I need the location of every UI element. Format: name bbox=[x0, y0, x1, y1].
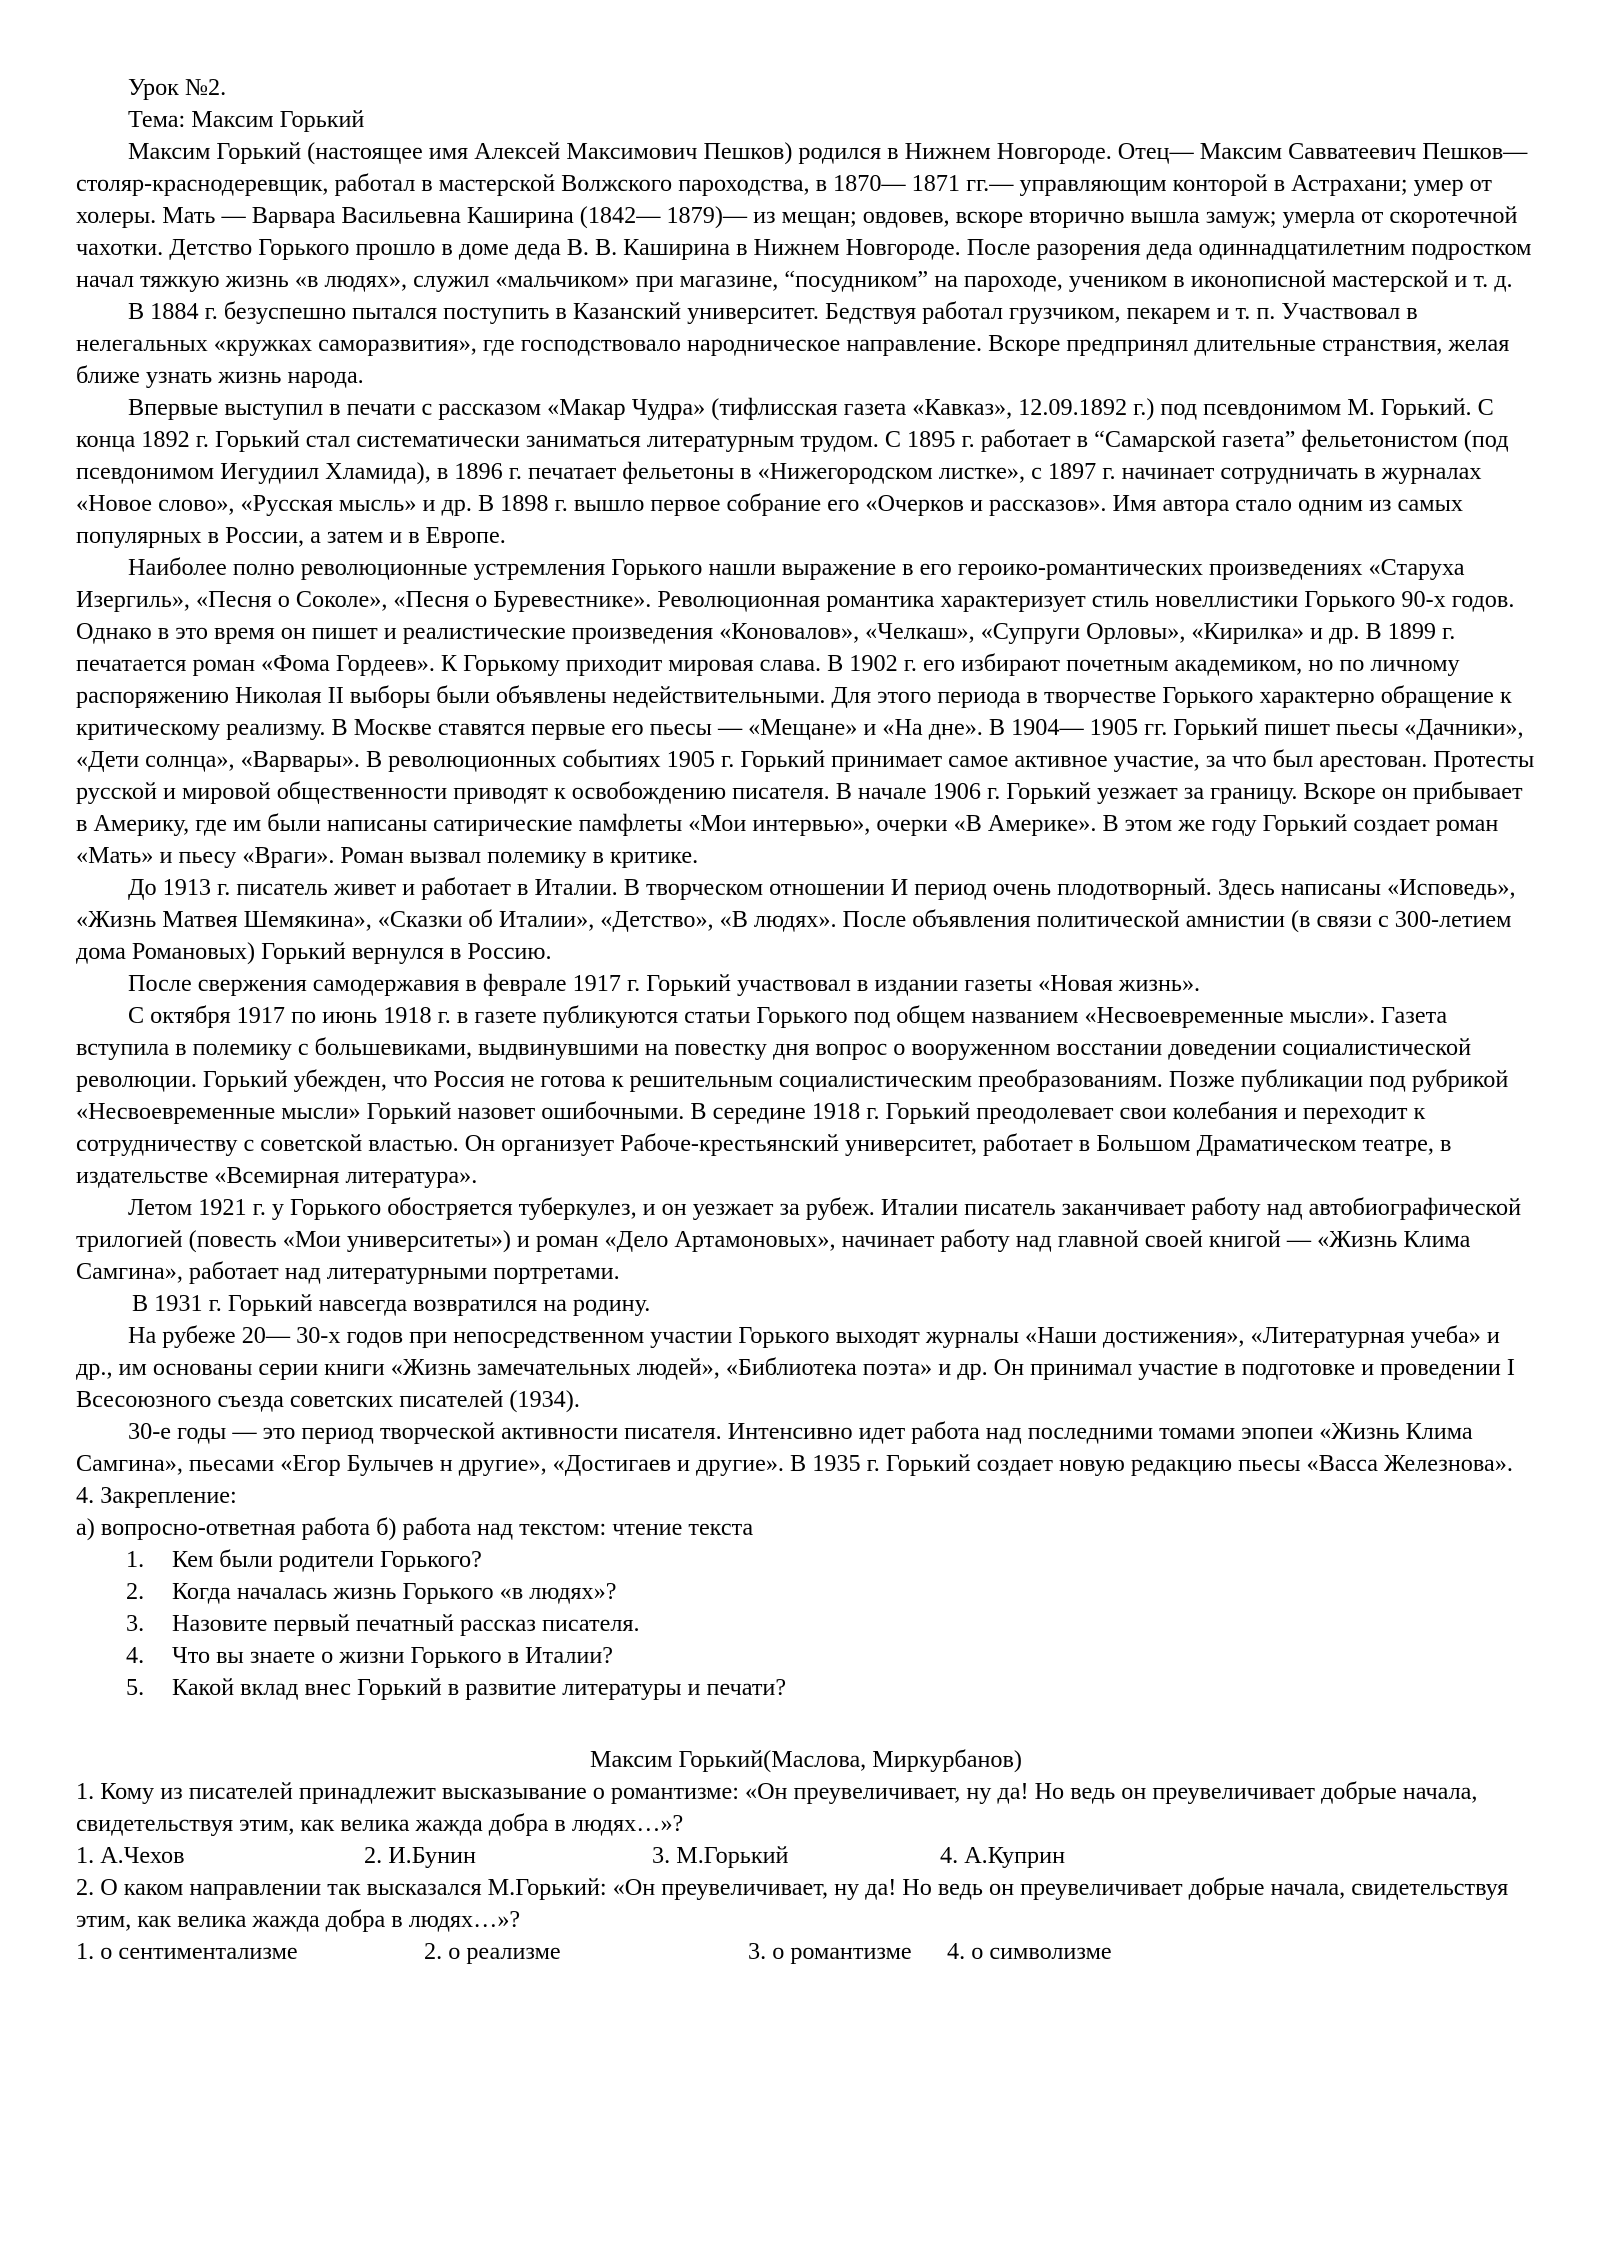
answer-options bbox=[76, 1840, 1536, 1872]
question-number: 5. bbox=[126, 1674, 145, 1701]
answer-option: 1. о сентиментализме bbox=[76, 1938, 298, 1965]
answer-option: 4. А.Куприн bbox=[940, 1842, 1066, 1869]
list-item bbox=[76, 1544, 1536, 1576]
list-item bbox=[76, 1576, 1536, 1608]
paragraph: Впервые выступил в печати с рассказом «Макар Чудра» (тифлисская газета «Кавказ», 12.09.1892 г.) под псевдонимом М. Горький. С конца 1892 г. Горький стал систематически заниматься литературным трудом. С 1895 г. работает в “Самарской газета” фельетонистом (под псевдонимом Иегудиил Хламида), в 1896 г. печатает фельетоны в «Нижегородском листке», с 1897 г. начинает сотрудничать в журналах «Новое слово», «Русская мысль» и др. В 1898 г. вышло первое собрание его «Очерков и рассказов». Имя автора стало одним из самых популярных в России, а затем и в Европе. bbox=[76, 394, 1509, 549]
question-number: 2. bbox=[126, 1578, 145, 1605]
paragraph: С октября 1917 по июнь 1918 г. в газете публикуются статьи Горького под общем названием «Несвоевременные мысли». Газета вступила в полемику с большевиками, выдвинувшими на повестку дня вопрос о вооруженном восстании доведении социалистической революции. Горький убежден, что Россия не готова к решительным социалистическим преобразованиям. Позже публикации под рубрикой «Несвоевременные мысли» Горький назовет ошибочными. В середине 1918 г. Горький преодолевает свои колебания и переходит к сотрудничеству с советской властью. Он организует Рабоче-крестьянский университет, работает в Большом Драматическом театре, в издательстве «Всемирная литература». bbox=[76, 1002, 1509, 1189]
question-text: Кем были родители Горького? bbox=[172, 1546, 482, 1573]
question-list bbox=[76, 1544, 1536, 1704]
paragraph: Максим Горький (настоящее имя Алексей Максимович Пешков) родился в Нижнем Новгороде. Отец— Максим Савватеевич Пешков— столяр-краснодеревщик, работал в мастерской Волжского пароходства, в 1870— 1871 гг.— управляющим конторой в Астрахани; умер от холеры. Мать — Варвара Васильевна Каширина (1842— 1879)— из мещан; овдовев, вскоре вторично вышла замуж; умерла от скоротечной чахотки. Детство Горького прошло в доме деда В. В. Каширина в Нижнем Новгороде. После разорения деда одиннадцатилетним подростком начал тяжкую жизнь «в людях», служил «мальчиком» при магазине, “посудником” на пароходе, учеником в иконописной мастерской и т. д. bbox=[76, 138, 1532, 293]
spacer bbox=[76, 1704, 1536, 1744]
list-item bbox=[76, 1608, 1536, 1640]
test-question: 2. О каком направлении так высказался М.Горький: «Он преувеличивает, ну да! Но ведь он преувеличивает добрые начала, свидетельствуя этим, как велика жажда добра в людях…»? bbox=[76, 1874, 1509, 1933]
paragraph: Летом 1921 г. у Горького обостряется туберкулез, и он уезжает за рубеж. Италии писатель заканчивает работу над автобиографической трилогией (повесть «Мои университеты») и роман «Дело Артамоновых», начинает работу над главной своей книгой — «Жизнь Клима Самгина», работает над литературными портретами. bbox=[76, 1194, 1522, 1285]
answer-option: 3. о романтизме bbox=[748, 1938, 912, 1965]
paragraph: До 1913 г. писатель живет и работает в Италии. В творческом отношении И период очень плодотворный. Здесь написаны «Исповедь», «Жизнь Матвея Шемякина», «Сказки об Италии», «Детство», «В людях». После объявления политической амнистии (в связи с 300-летием дома Романовых) Горький вернулся в Россию. bbox=[76, 874, 1516, 965]
answer-option: 1. А.Чехов bbox=[76, 1842, 185, 1869]
paragraph: В 1931 г. Горький навсегда возвратился на родину. bbox=[132, 1290, 651, 1317]
answer-options bbox=[76, 1936, 1536, 1968]
answer-option: 2. И.Бунин bbox=[364, 1842, 476, 1869]
question-text: Какой вклад внес Горький в развитие литературы и печати? bbox=[172, 1674, 787, 1701]
list-item bbox=[76, 1672, 1536, 1704]
question-number: 3. bbox=[126, 1610, 145, 1637]
paragraph: В 1884 г. безуспешно пытался поступить в Казанский университет. Бедствуя работал грузчиком, пекарем и т. п. Участвовал в нелегальных «кружках саморазвития», где господствовало народническое направление. Вскоре предпринял длительные странствия, желая ближе узнать жизнь народа. bbox=[76, 298, 1510, 389]
lesson-topic: Тема: Максим Горький bbox=[128, 106, 365, 133]
test-question: 1. Кому из писателей принадлежит высказывание о романтизме: «Он преувеличивает, ну да! Но ведь он преувеличивает добрые начала, свидетельствуя этим, как велика жажда добра в людях…»? bbox=[76, 1778, 1478, 1837]
question-text: Назовите первый печатный рассказ писателя. bbox=[172, 1610, 640, 1637]
paragraph: 30-е годы — это период творческой активности писателя. Интенсивно идет работа над последними томами эпопеи «Жизнь Клима Самгина», пьесами «Егор Булычев н другие», «Достигаев и другие». В 1935 г. Горький создает новую редакцию пьесы «Васса Железнова». bbox=[76, 1418, 1513, 1477]
question-number: 4. bbox=[126, 1642, 145, 1669]
paragraph: После свержения самодержавия в феврале 1917 г. Горький участвовал в издании газеты «Новая жизнь». bbox=[128, 970, 1201, 997]
paragraph: На рубеже 20— 30-х годов при непосредственном участии Горького выходят журналы «Наши достижения», «Литературная учеба» и др., им основаны серии книги «Жизнь замечательных людей», «Библиотека поэта» и др. Он принимал участие в подготовке и проведении I Всесоюзного съезда советских писателей (1934). bbox=[76, 1322, 1515, 1413]
lesson-number: Урок №2. bbox=[128, 74, 227, 101]
question-number: 1. bbox=[126, 1546, 145, 1573]
question-text: Что вы знаете о жизни Горького в Италии? bbox=[172, 1642, 614, 1669]
answer-option: 4. о символизме bbox=[947, 1938, 1112, 1965]
document-page bbox=[76, 72, 1536, 1968]
question-text: Когда началась жизнь Горького «в людях»? bbox=[172, 1578, 617, 1605]
test-title: Максим Горький(Маслова, Миркурбанов) bbox=[590, 1746, 1022, 1773]
answer-option: 3. М.Горький bbox=[652, 1842, 789, 1869]
reinforcement-heading: 4. Закрепление: bbox=[76, 1482, 237, 1509]
answer-option: 2. о реализме bbox=[424, 1938, 561, 1965]
work-types: а) вопросно-ответная работа б) работа над текстом: чтение текста bbox=[76, 1514, 754, 1541]
list-item bbox=[76, 1640, 1536, 1672]
paragraph: Наиболее полно революционные устремления Горького нашли выражение в его героико-романтических произведениях «Старуха Изергиль», «Песня о Соколе», «Песня о Буревестнике». Революционная романтика характеризует стиль новеллистики Горького 90-х годов. Однако в это время он пишет и реалистические произведения «Коновалов», «Челкаш», «Супруги Орловы», «Кирилка» и др. В 1899 г. печатается роман «Фома Гордеев». К Горькому приходит мировая слава. В 1902 г. его избирают почетным академиком, но по личному распоряжению Николая II выборы были объявлены недействительными. Для этого периода в творчестве Горького характерно обращение к критическому реализму. В Москве ставятся первые его пьесы — «Мещане» и «На дне». В 1904— 1905 гг. Горький пишет пьесы «Дачники», «Дети солнца», «Варвары». В революционных событиях 1905 г. Горький принимает самое активное участие, за что был арестован. Протесты русской и мировой общественности приводят к освобождению писателя. В начале 1906 г. Горький уезжает за границу. Вскоре он прибывает в Америку, где им были написаны сатирические памфлеты «Мои интервью», очерки «В Америке». В этом же году Горький создает роман «Мать» и пьесу «Враги». Роман вызвал полемику в критике. bbox=[76, 554, 1535, 869]
